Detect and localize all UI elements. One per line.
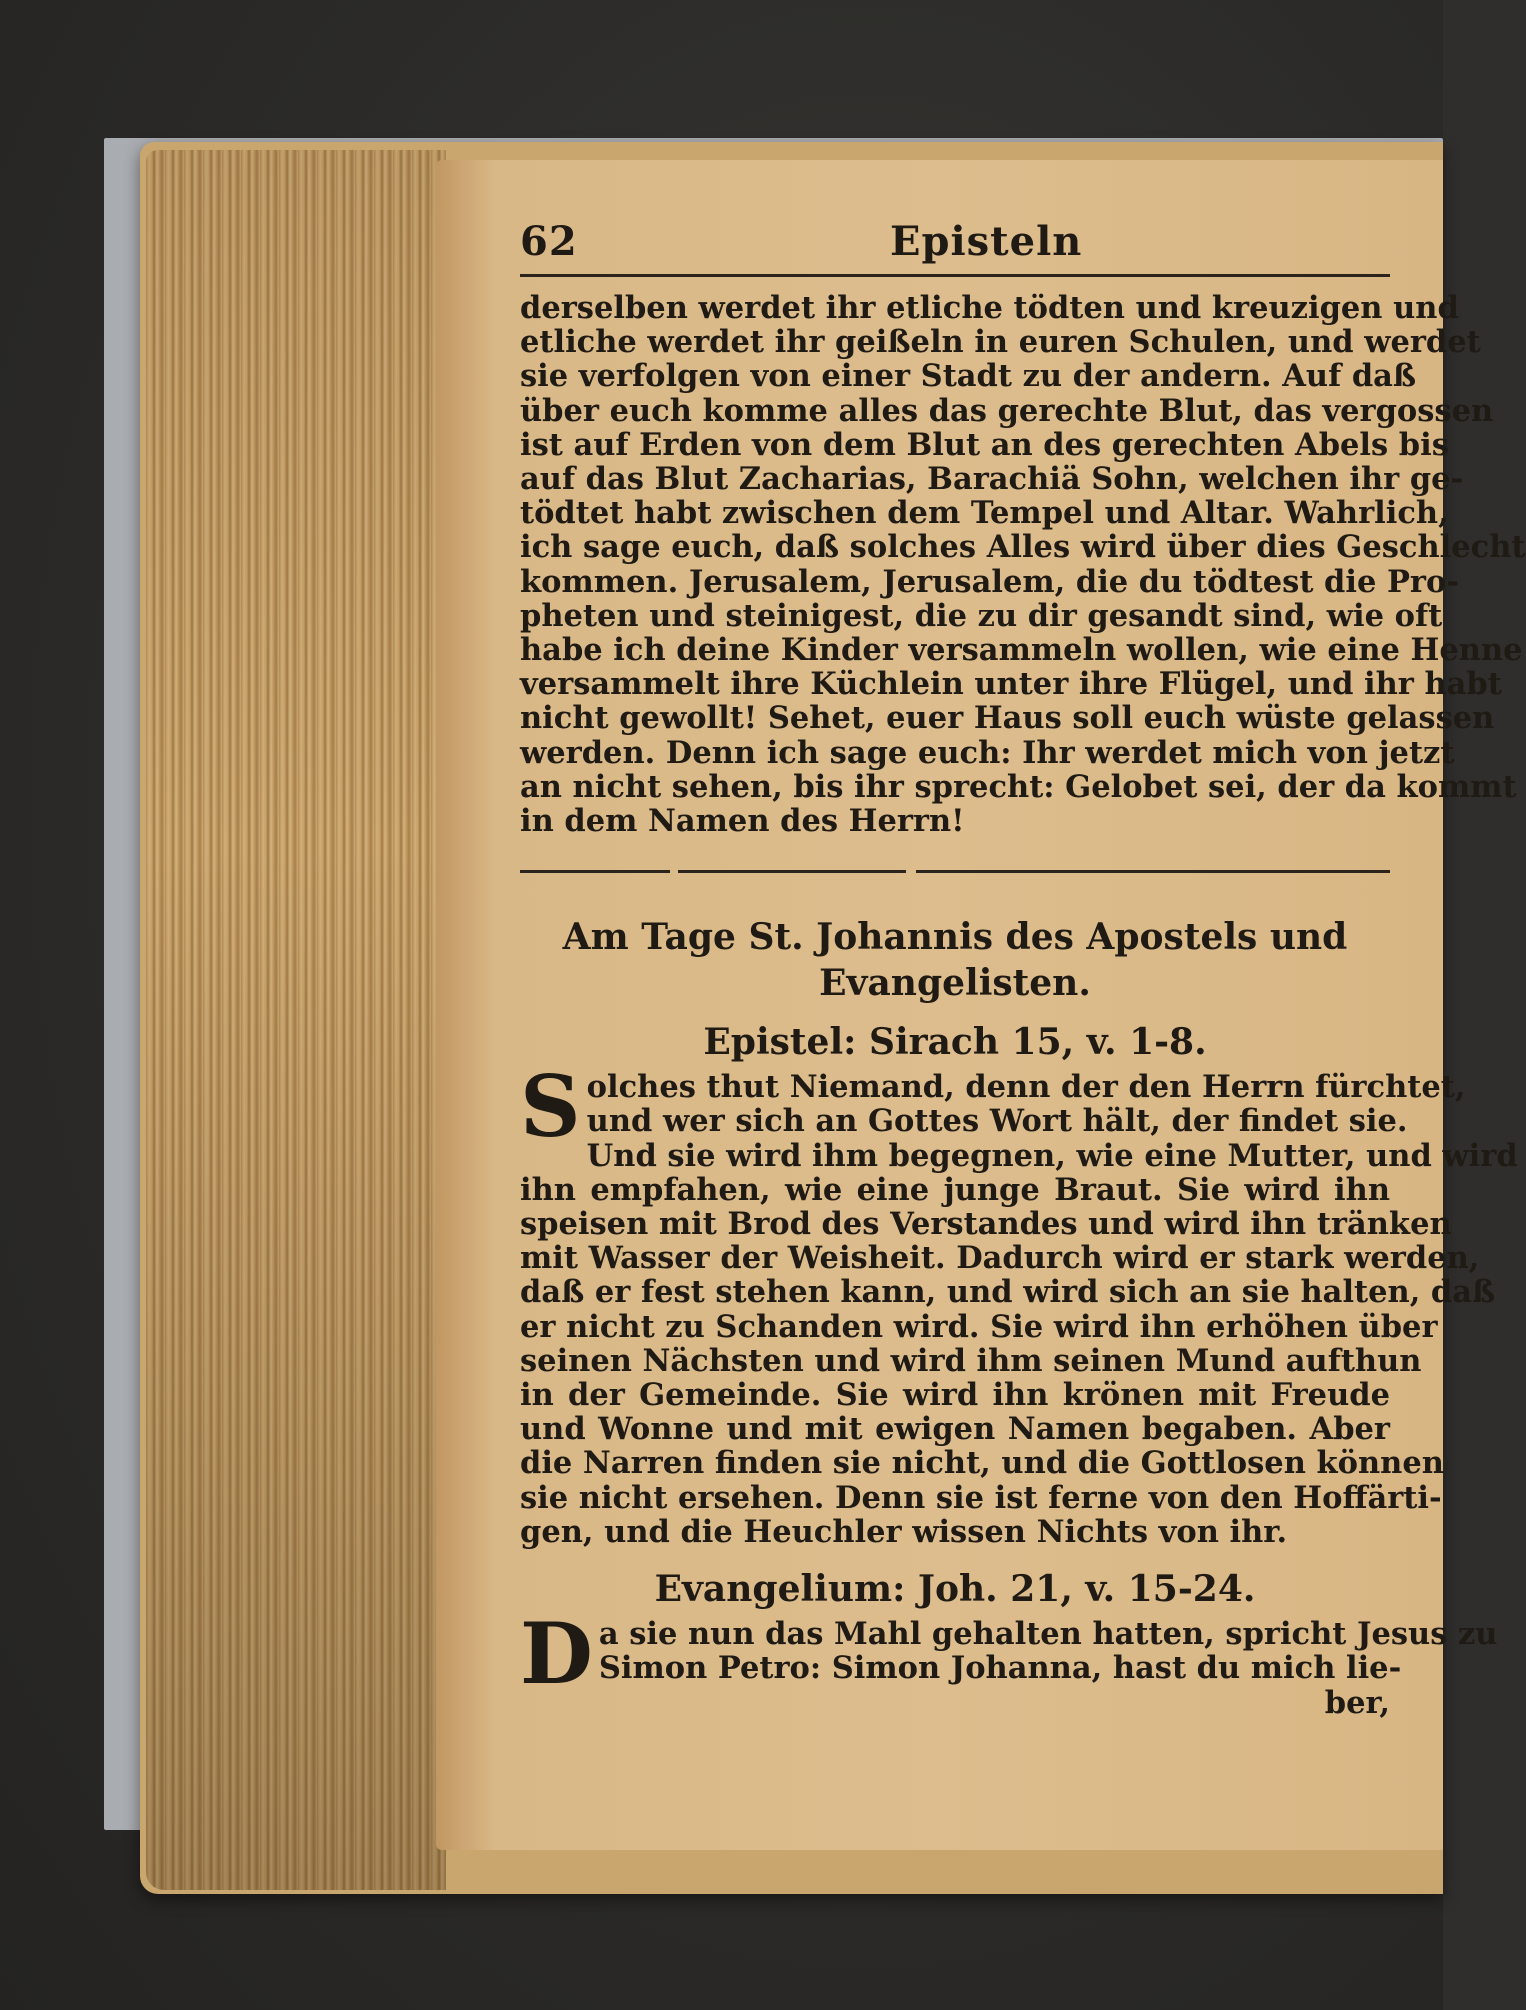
text-line: habe ich deine Kinder versammeln wollen, wie eine Henne (520, 632, 1523, 669)
text-line: ist auf Erden von dem Blut an des gerechten Abels bis (520, 426, 1449, 463)
text-line: in dem Namen des Herrn! (520, 803, 965, 840)
text-line: in der Gemeinde. Sie wird ihn krönen mit Freude (520, 1377, 1390, 1414)
section-divider (520, 868, 1390, 878)
gospel-heading: Evangelium: Joh. 21, v. 15-24. (654, 1568, 1256, 1611)
text-line: an nicht sehen, bis ihr sprecht: Gelobet sei, der da kommt (520, 768, 1517, 805)
text-line: gen, und die Heuchler wissen Nichts von ihr. (520, 1513, 1288, 1550)
page-header (520, 210, 1390, 274)
text-line: die Narren finden sie nicht, und die Gottlosen können (520, 1445, 1444, 1482)
drop-cap: D (520, 1604, 593, 1704)
text-line: seinen Nächsten und wird ihm seinen Mund aufthun (520, 1342, 1422, 1379)
running-head: Episteln (890, 218, 1083, 265)
epistle-text (520, 1057, 1518, 1550)
page-content (520, 210, 1526, 1721)
page-edges-shade (146, 150, 446, 1890)
text-line: mit Wasser der Weisheit. Dadurch wird er stark werden, (520, 1240, 1480, 1277)
text-line: versammelt ihre Küchlein unter ihre Flügel, und ihr habt (520, 666, 1502, 703)
header-rule (520, 274, 1390, 277)
epistle-heading: Epistel: Sirach 15, v. 1-8. (703, 1021, 1207, 1064)
text-line: Simon Petro: Simon Johanna, hast du mich lie- (598, 1650, 1402, 1687)
text-line: speisen mit Brod des Verstandes und wird ihn tränken (520, 1206, 1452, 1243)
divider-segment (520, 870, 670, 873)
text-line: daß er fest stehen kann, und wird sich an sie halten, daß (520, 1274, 1496, 1311)
text-line: olches thut Niemand, denn der den Herrn fürchtet, (586, 1069, 1466, 1106)
divider-segment (678, 870, 906, 873)
section-title-line: Am Tage St. Johannis des Apostels und (562, 916, 1348, 959)
text-line: über euch komme alles das gerechte Blut, das vergossen (520, 392, 1494, 429)
text-line: sie verfolgen von einer Stadt zu der andern. Auf daß (520, 358, 1417, 395)
text-line: sie nicht ersehen. Denn sie ist ferne von den Hoffärti- (520, 1479, 1442, 1516)
drop-cap: S (520, 1057, 581, 1157)
text-line: derselben werdet ihr etliche tödten und kreuzigen und (520, 290, 1459, 326)
section-title (520, 914, 1390, 1006)
text-line: tödtet habt zwischen dem Tempel und Altar. Wahrlich, (520, 495, 1449, 532)
text-line: er nicht zu Schanden wird. Sie wird ihn erhöhen über (520, 1308, 1438, 1345)
divider-segment (916, 870, 1390, 873)
section-title-line: Evangelisten. (819, 962, 1091, 1005)
text-line: und Wonne und mit ewigen Namen begaben. Aber (520, 1411, 1390, 1448)
catchword: ber, (1324, 1684, 1390, 1721)
text-line: Und sie wird ihm begegnen, wie eine Mutter, und wird (586, 1137, 1518, 1174)
top-passage (520, 290, 1526, 840)
text-line: pheten und steinigest, die zu dir gesandt sind, wie oft (520, 597, 1443, 634)
text-line: ich sage euch, daß solches Alles wird über dies Geschlecht (520, 529, 1526, 566)
text-line: etliche werdet ihr geißeln in euren Schulen, und werdet (520, 324, 1481, 361)
page-number: 62 (520, 218, 578, 265)
text-line: kommen. Jerusalem, Jerusalem, die du tödtest die Pro- (520, 563, 1459, 600)
text-line: und wer sich an Gottes Wort hält, der findet sie. (586, 1103, 1408, 1140)
text-line: a sie nun das Mahl gehalten hatten, spricht Jesus zu (598, 1616, 1498, 1653)
text-line: werden. Denn ich sage euch: Ihr werdet mich von jetzt (520, 734, 1455, 771)
text-line: auf das Blut Zacharias, Barachiä Sohn, welchen ihr ge- (520, 461, 1464, 498)
text-line: nicht gewollt! Sehet, euer Haus soll euch wüste gelassen (520, 700, 1495, 737)
text-line: ihn empfahen, wie eine junge Braut. Sie wird ihn (520, 1171, 1390, 1208)
